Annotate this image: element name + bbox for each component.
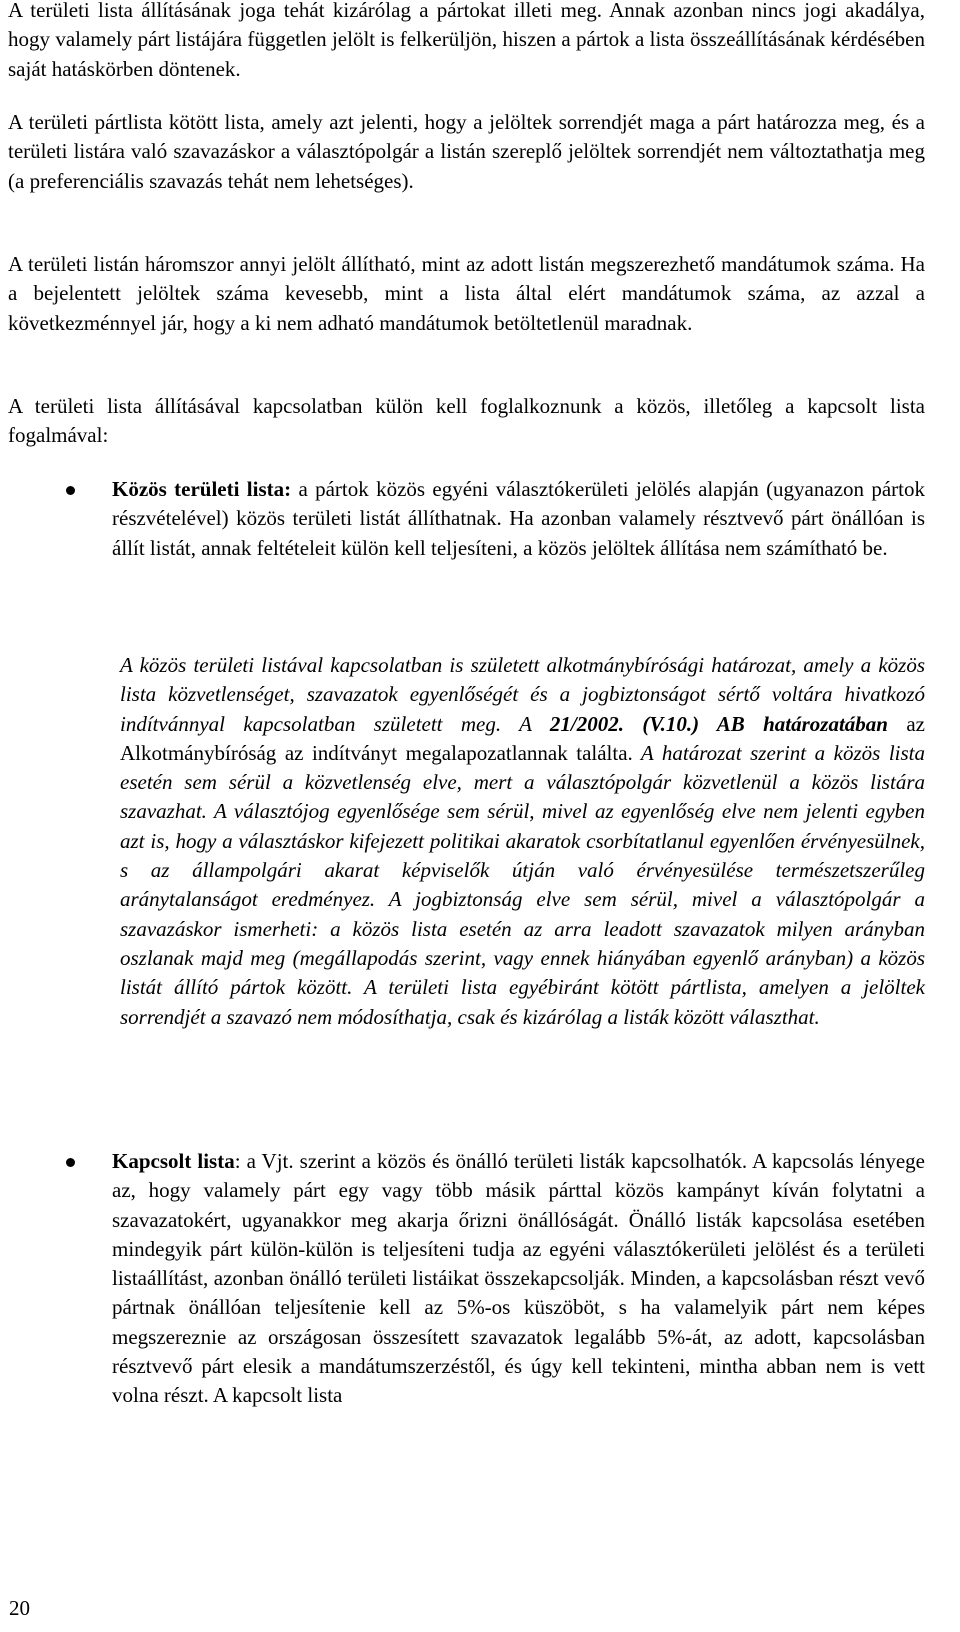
court-decision-text bbox=[120, 651, 925, 1032]
court-note-part2: az Alkotmánybíróság az indítványt megalapozatlannak találta. bbox=[120, 711, 925, 765]
paragraph-candidate-count: A területi listán háromszor annyi jelölt állítható, mint az adott listán megszerezhető mandátumok száma. Ha a bejelentett jelöltek száma kevesebb, mint a lista által elért mandátumok száma, az azzal a következménnyel jár, hogy a ki nem adható mandátumok betöltetlenül maradnak. bbox=[8, 252, 925, 335]
bullet-icon bbox=[66, 486, 75, 495]
paragraph-list-right: A területi lista állításának joga tehát kizárólag a pártokat illeti meg. Annak azonban nincs jogi akadálya, hogy valamely párt listájára független jelölt is felkerüljön, hiszen a pártok a lista összeállításának kérdésében saját hatáskörben döntenek. bbox=[8, 0, 925, 81]
bullet-linked-list-text bbox=[112, 1147, 925, 1411]
term-linked-list: Kapcsolt lista bbox=[112, 1149, 235, 1173]
bullet-joint-list-text bbox=[112, 475, 925, 563]
bullet-linked-list bbox=[112, 1147, 925, 1411]
page-number: 20 bbox=[9, 1596, 30, 1620]
bullet-icon bbox=[66, 1158, 75, 1167]
bullet-linked-list-body: : a Vjt. szerint a közös és önálló területi listák kapcsolhatók. A kapcsolás lényege az, hogy valamely párt egy vagy több másik párttal közös kampányt kíván folytatni a szavazatokért, ugyanakkor meg akarja őrizni önállóságát. Önálló listák kapcsolása esetében mindegyik párt külön-külön is teljesíteni tudja az egyéni választókerületi jelölést és a területi listaállítást, azonban önálló területi listáikat összekapcsolják. Minden, a kapcsolásban részt vevő pártnak önállóan teljesítenie kell az 5%-os küszöböt, s ha valamelyik párt nem képes megszereznie az országosan összesített szavazatok legalább 5%-át, az adott, kapcsolásban résztvevő párt elesik a mandátumszerzéstől, és úgy kell tekinteni, mintha abban nem is vett volna részt. A kapcsolt lista bbox=[112, 1149, 925, 1408]
paragraph-joint-list-intro: A területi lista állításával kapcsolatban külön kell foglalkoznunk a közös, illetőleg a kapcsolt lista fogalmával: bbox=[8, 394, 925, 448]
court-note-part3: A határozat szerint a közös lista esetén sem sérül a közvetlenség elve, mert a választópolgár közvetlenül a közös listára szavazhat. A választójog egyenlősége sem sérül, mivel az egyenlőség elve nem jelenti egyben azt is, hogy a választáskor kifejezett politikai akaratok csorbítatlanul egyenlően érvényesülnek, s az állampolgári akarat képviselők útján való érvényesülése természetszerűleg aránytalanságot eredményez. A jogbiztonság elve sem sérül, mivel a választópolgár a szavazáskor ismerheti: a közös lista esetén az arra leadott szavazatok milyen arányban oszlanak majd meg (megállapodás szerint, vagy ennek hiányában egyenlő arányban) a közös listát állító pártok között. A területi lista egyébiránt kötött pártlista, amelyen a jelöltek sorrendjét a szavazó nem módosíthatja, csak és kizárólag a listák között választhat. bbox=[120, 740, 926, 1029]
court-decision-reference: 21/2002. (V.10.) AB határozatában bbox=[549, 711, 888, 736]
italic-court-decision-note bbox=[120, 651, 925, 1032]
court-note-part1: A közös területi listával kapcsolatban is született alkotmánybírósági határozat, amely a közös lista közvetlenséget, szavazatok egyenlőségét és a jogbiztonságot sértő voltára hivatkozó indítvánnyal kapcsolatban született meg. A bbox=[120, 653, 925, 736]
paragraph-bound-list: A területi pártlista kötött lista, amely azt jelenti, hogy a jelöltek sorrendjét maga a párt határozza meg, és a területi listára való szavazáskor a választópolgár a listán szereplő jelöltek sorrendjét nem változtathatja meg (a preferenciális szavazás tehát nem lehetséges). bbox=[8, 110, 925, 193]
bullet-joint-list bbox=[112, 475, 925, 563]
bullet-joint-list-body: a pártok közös egyéni választókerületi jelölés alapján (ugyanazon pártok részvételével) közös területi listát állíthatnak. Ha azonban valamely résztvevő párt önállóan is állít listát, annak feltételeit külön kell teljesíteni, a közös jelöltek állítása nem számítható be. bbox=[112, 477, 925, 560]
term-joint-list: Közös területi lista: bbox=[112, 477, 292, 501]
